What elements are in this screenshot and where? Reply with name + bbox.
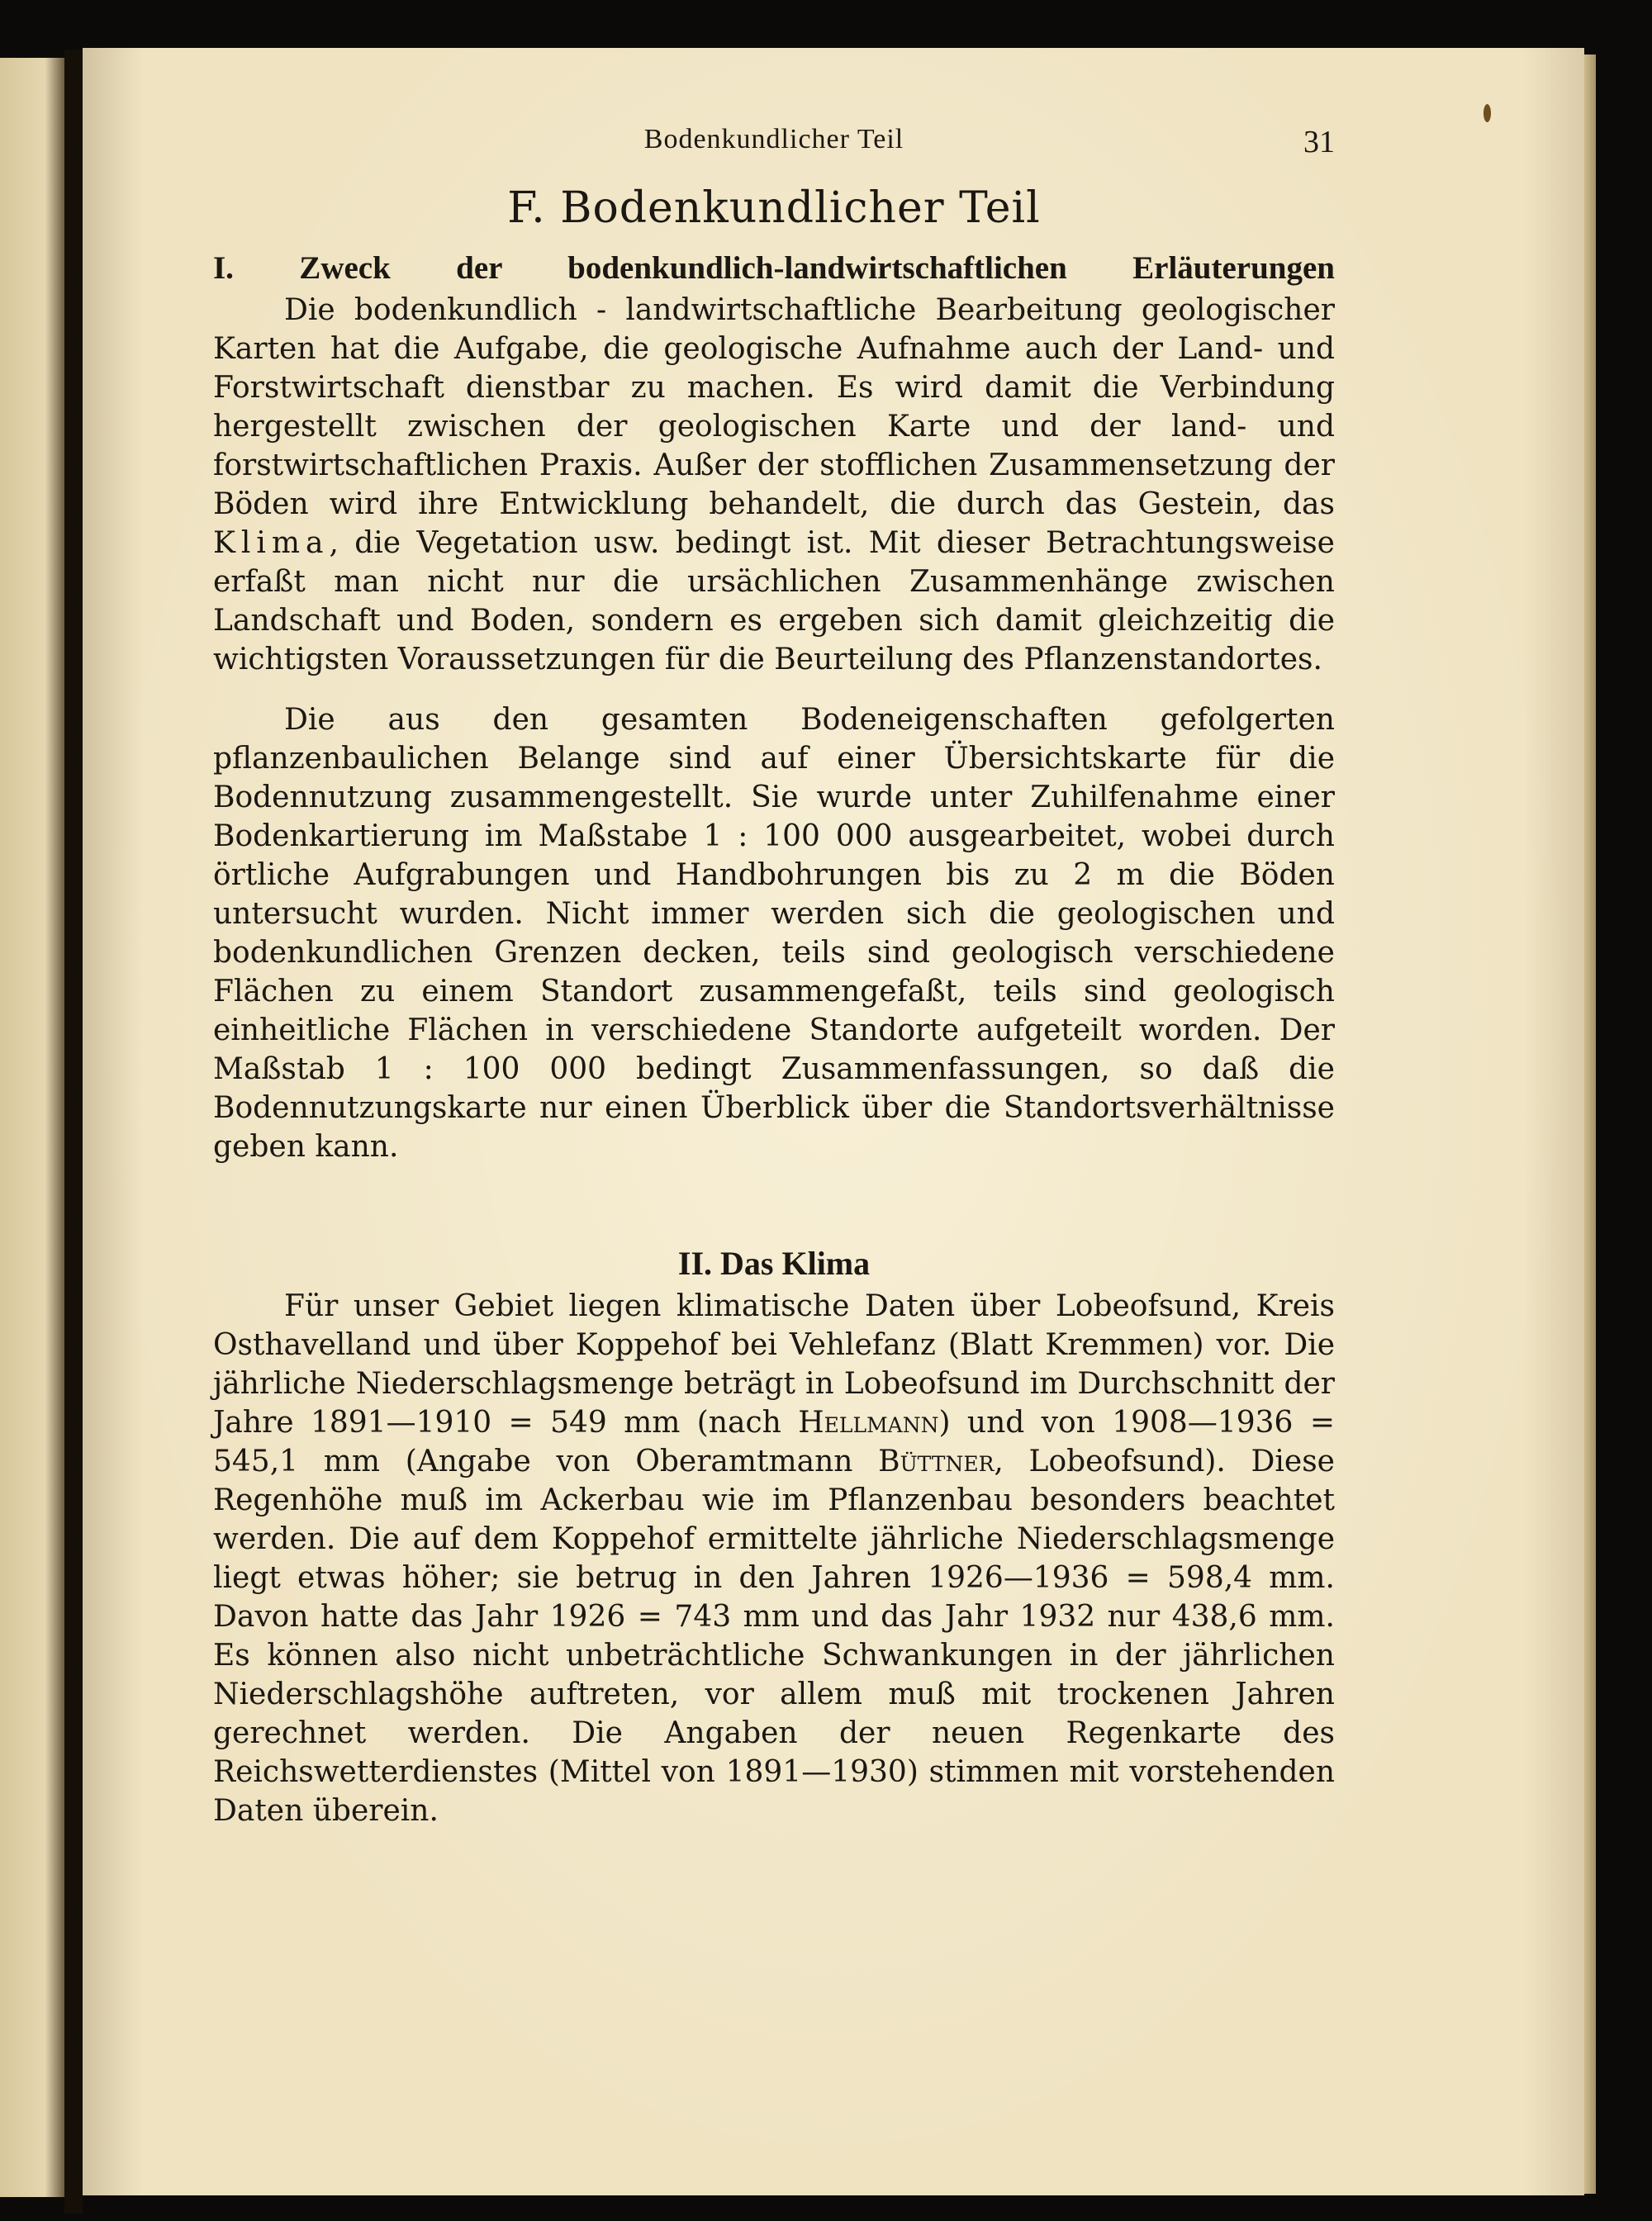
part2-p1-text-b: ) und von 1908—1936 = 545,1 mm (Angabe von Oberamtmann <box>213 1406 1335 1478</box>
running-head-title: Bodenkundlicher Teil <box>643 124 904 154</box>
part1-paragraph-2: Die aus den gesamten Bodeneigenschaften gefolgerten pflanzenbaulichen Belange sind auf einer Übersichtskarte für die Bodennutzung zusammengestellt. Sie wurde unter Zuhilfenahme einer Bodenkartierung im Maßstabe 1 : 100 000 ausgearbeitet, wobei durch örtliche Aufgrabungen und Handbohrungen bis zu 2 m die Böden untersucht wurden. Nicht immer werden sich die geologischen und bodenkundlichen Grenzen decken, teils sind geologisch verschiedene Flächen zu einem Standort zusammengefaßt, teils sind geologisch einheitliche Flächen in verschiedene Standorte aufgeteilt worden. Der Maßstab 1 : 100 000 bedingt Zusammenfassungen, so daß die Bodennutzungskarte nur einen Überblick über die Standortsverhältnisse geben kann. <box>213 703 1335 1164</box>
page-text <box>213 124 1335 1830</box>
part2-heading: II. Das Klima <box>677 1245 871 1282</box>
previous-page-edge <box>0 58 64 2197</box>
author-name-buettner: Büttner <box>878 1445 995 1478</box>
part1-p1-text-b: , die Vegetation usw. bedingt ist. Mit dieser Betrachtungsweise erfaßt man nicht nur die ursächlichen Zusammenhänge zwischen Landschaft und Boden, sondern es ergeben sich damit gleichzeitig die wichtigsten Voraussetzungen für die Beurteilung des Pflanzenstandortes. <box>213 526 1335 676</box>
part1-p1-spaced-word: Klima <box>213 526 330 560</box>
page-number: 31 <box>1303 125 1335 159</box>
part2-paragraph-1 <box>213 1287 1335 1830</box>
running-head <box>213 124 1335 167</box>
page-stack-edge <box>1584 55 1596 2194</box>
ink-mark <box>1483 104 1491 122</box>
author-name-hellmann: Hellmann <box>798 1406 939 1440</box>
part2-p1-text-a: Für unser Gebiet liegen klimatische Daten über Lobeofsund, Kreis Osthavelland und über Koppehof bei Vehlefanz (Blatt Kremmen) vor. Die jährliche Niederschlagsmenge beträgt in Lobeofsund im Durchschnitt der Jahre 1891—1910 = 549 mm (nach <box>213 1289 1335 1440</box>
part1-p1-text-a: Die bodenkundlich - landwirtschaftliche Bearbeitung geologischer Karten hat die Aufgabe, die geologische Aufnahme auch der Land- und Forstwirtschaft dienstbar zu machen. Es wird damit die Verbindung hergestellt zwischen der geologischen Karte und der land- und forstwirtschaftlichen Praxis. Außer der stofflichen Zusammensetzung der Böden wird ihre Entwicklung behandelt, die durch das Gestein, das <box>213 293 1335 521</box>
part1-paragraph-1 <box>213 291 1335 679</box>
part2-p1-text-c: , Lobeofsund). Diese Regenhöhe muß im Ackerbau wie im Pflanzenbau besonders beachtet werden. Die auf dem Koppehof ermittelte jährliche Niederschlagsmenge liegt etwas höher; sie betrug in den Jahren 1926—1936 = 598,4 mm. Davon hatte das Jahr 1926 = 743 mm und das Jahr 1932 nur 438,6 mm. Es können also nicht unbeträchtliche Schwankungen in der jährlichen Niederschlagshöhe auftreten, vor allem muß mit trockenen Jahren gerechnet werden. Die Angaben der neuen Regenkarte des Reichswetterdienstes (Mittel von 1891—1930) stimmen mit vorstehenden Daten überein. <box>213 1445 1335 1828</box>
book-gutter <box>64 50 83 2214</box>
section-title: F. Bodenkundlicher Teil <box>507 183 1041 233</box>
part1-heading: I. Zweck der bodenkundlich-landwirtschaftlichen Erläuterungen <box>213 250 1335 286</box>
